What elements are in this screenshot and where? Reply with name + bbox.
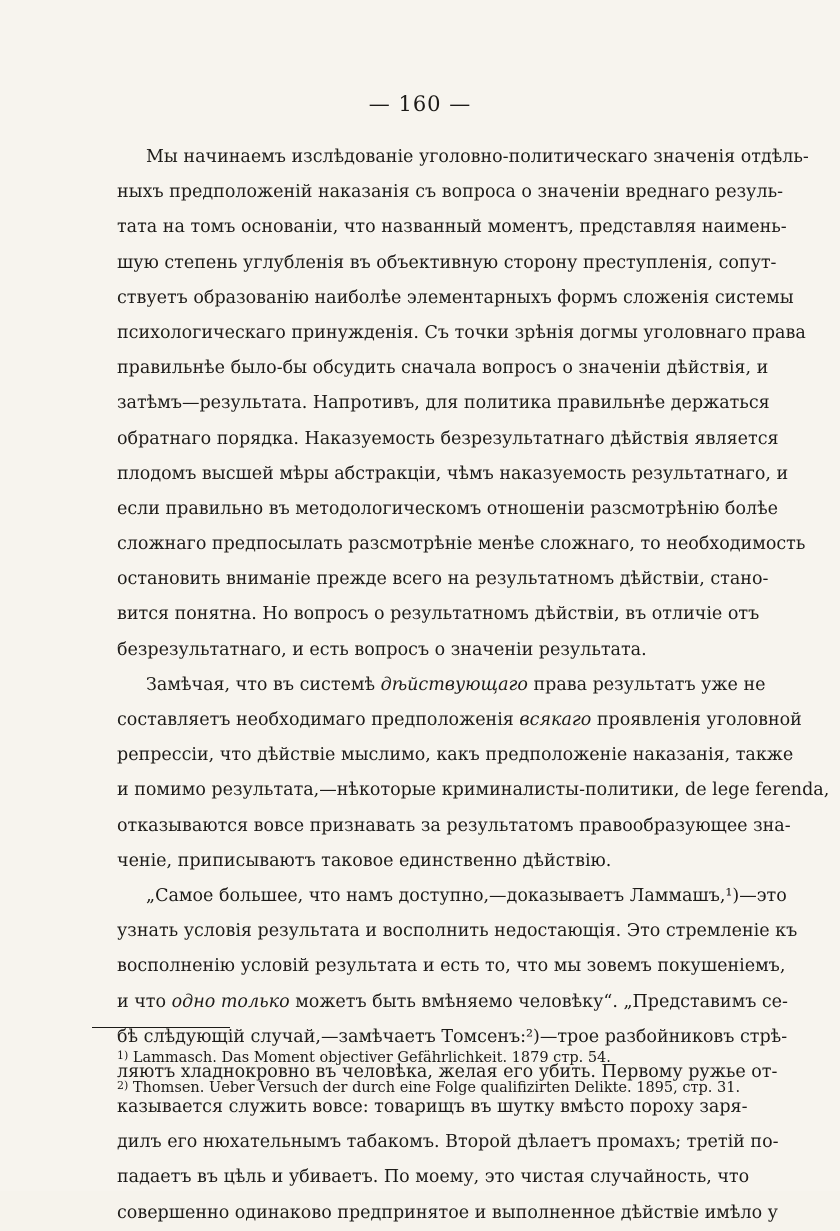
text-run: Замѣчая, что въ системѣ: [146, 674, 381, 695]
text-line: [117, 985, 788, 1020]
text-line: „Самое большее, что намъ доступно,—доказываетъ Ламмашъ,¹)—это: [146, 885, 787, 906]
page-number: — 160 —: [368, 92, 472, 116]
italic-term: всякаго: [519, 710, 592, 730]
footnote-mark: 2): [117, 1079, 129, 1092]
paragraph-1: [117, 140, 809, 668]
text-line: дилъ его нюхательнымъ табакомъ. Второй дѣлаетъ промахъ; третій по-: [117, 1132, 779, 1153]
text-line: узнать условія результата и восполнить недостающія. Это стремленіе къ: [117, 921, 798, 942]
text-line: Мы начинаемъ изслѣдованіе уголовно-политическаго значенія отдѣль-: [146, 147, 809, 167]
text-line: [117, 703, 802, 738]
text-line: бѣ слѣдующій случай,—замѣчаетъ Томсенъ:²)—трое разбойниковъ стрѣ-: [117, 1026, 788, 1047]
text-line: психологическаго принужденія. Съ точки зрѣнія догмы уголовнаго права: [117, 322, 806, 343]
text-line: шую степень углубленія въ объективную сторону преступленія, сопут-: [117, 252, 777, 273]
text-line: ствуетъ образованію наиболѣе элементарныхъ формъ сложенія системы: [117, 287, 794, 308]
footnote-1: [117, 1042, 707, 1072]
text-line: и помимо результата,—нѣкоторые криминалисты-политики, de lege ferenda,: [117, 780, 830, 801]
text-line: вится понятна. Но вопросъ о результатномъ дѣйствіи, въ отличіе отъ: [117, 604, 760, 625]
text-line: казывается служить вовсе: товарищъ въ шутку вмѣсто пороху заря-: [117, 1097, 748, 1118]
footnote-2: [117, 1072, 741, 1102]
text-line: падаетъ въ цѣль и убиваетъ. По моему, это чистая случайность, что: [117, 1167, 750, 1188]
text-line: остановить вниманіе прежде всего на результатномъ дѣйствіи, стано-: [117, 569, 769, 590]
footnote-divider: [92, 1027, 230, 1028]
text-line: отказываются вовсе признавать за результатомъ правообразующее зна-: [117, 815, 791, 836]
text-line: тата на томъ основаніи, что названный моментъ, представляя наимень-: [117, 217, 787, 238]
text-line: ныхъ предположеній наказанія съ вопроса о значеніи вреднаго резуль-: [117, 182, 784, 203]
text-run: права результатъ уже не: [527, 674, 766, 695]
text-line: репрессіи, что дѣйствіе мыслимо, какъ предположеніе наказанія, также: [117, 745, 794, 766]
paragraph-2: [117, 668, 830, 879]
text-line: ченіе, приписываютъ таковое единственно дѣйствію.: [117, 850, 612, 871]
italic-term: дѣйствующаго: [380, 674, 528, 695]
footnote-text: Lammasch. Das Moment objectiver Gefährlichkeit. 1879 стр. 54.: [132, 1050, 611, 1066]
text-line: правильнѣе было-бы обсудить сначала вопросъ о значеніи дѣйствія, и: [117, 358, 769, 379]
text-line: если правильно въ методологическомъ отношеніи разсмотрѣнію болѣе: [117, 498, 779, 519]
text-line: [117, 668, 766, 703]
italic-term: одно только: [171, 991, 290, 1012]
text-line: плодомъ высшей мѣры абстракціи, чѣмъ наказуемость результатнаго, и: [117, 463, 789, 484]
text-line: безрезультатнаго, и есть вопросъ о значеніи результата.: [117, 639, 647, 660]
footnote-mark: 1): [117, 1049, 129, 1062]
text-line: ляютъ хладнокровно въ человѣка, желая его убить. Первому ружье от-: [117, 1061, 778, 1082]
text-run: проявленія уголовной: [591, 710, 802, 730]
text-line: затѣмъ—результата. Напротивъ, для политика правильнѣе держаться: [117, 393, 770, 414]
text-line: восполненію условій результата и есть то, что мы зовемъ покушеніемъ,: [117, 956, 786, 977]
text-run: составляетъ необходимаго предположенія: [117, 710, 520, 730]
text-line: обратнаго порядка. Наказуемость безрезультатнаго дѣйствія является: [117, 428, 779, 449]
footnotes: [117, 1042, 778, 1102]
text-line: совершенно одинаково предпринятое и выполненное дѣйствіе имѣло у: [117, 1202, 778, 1223]
text-line: сложнаго предпосылать разсмотрѣніе менѣе сложнаго, то необходимость: [117, 534, 806, 555]
footnote-text: Thomsen. Ueber Versuch der durch eine Folge qualifizirten Delikte. 1895, стр. 31.: [132, 1080, 741, 1096]
text-run: можетъ быть вмѣняемо человѣку“. „Представимъ се-: [289, 991, 788, 1012]
text-run: и что: [117, 991, 172, 1012]
